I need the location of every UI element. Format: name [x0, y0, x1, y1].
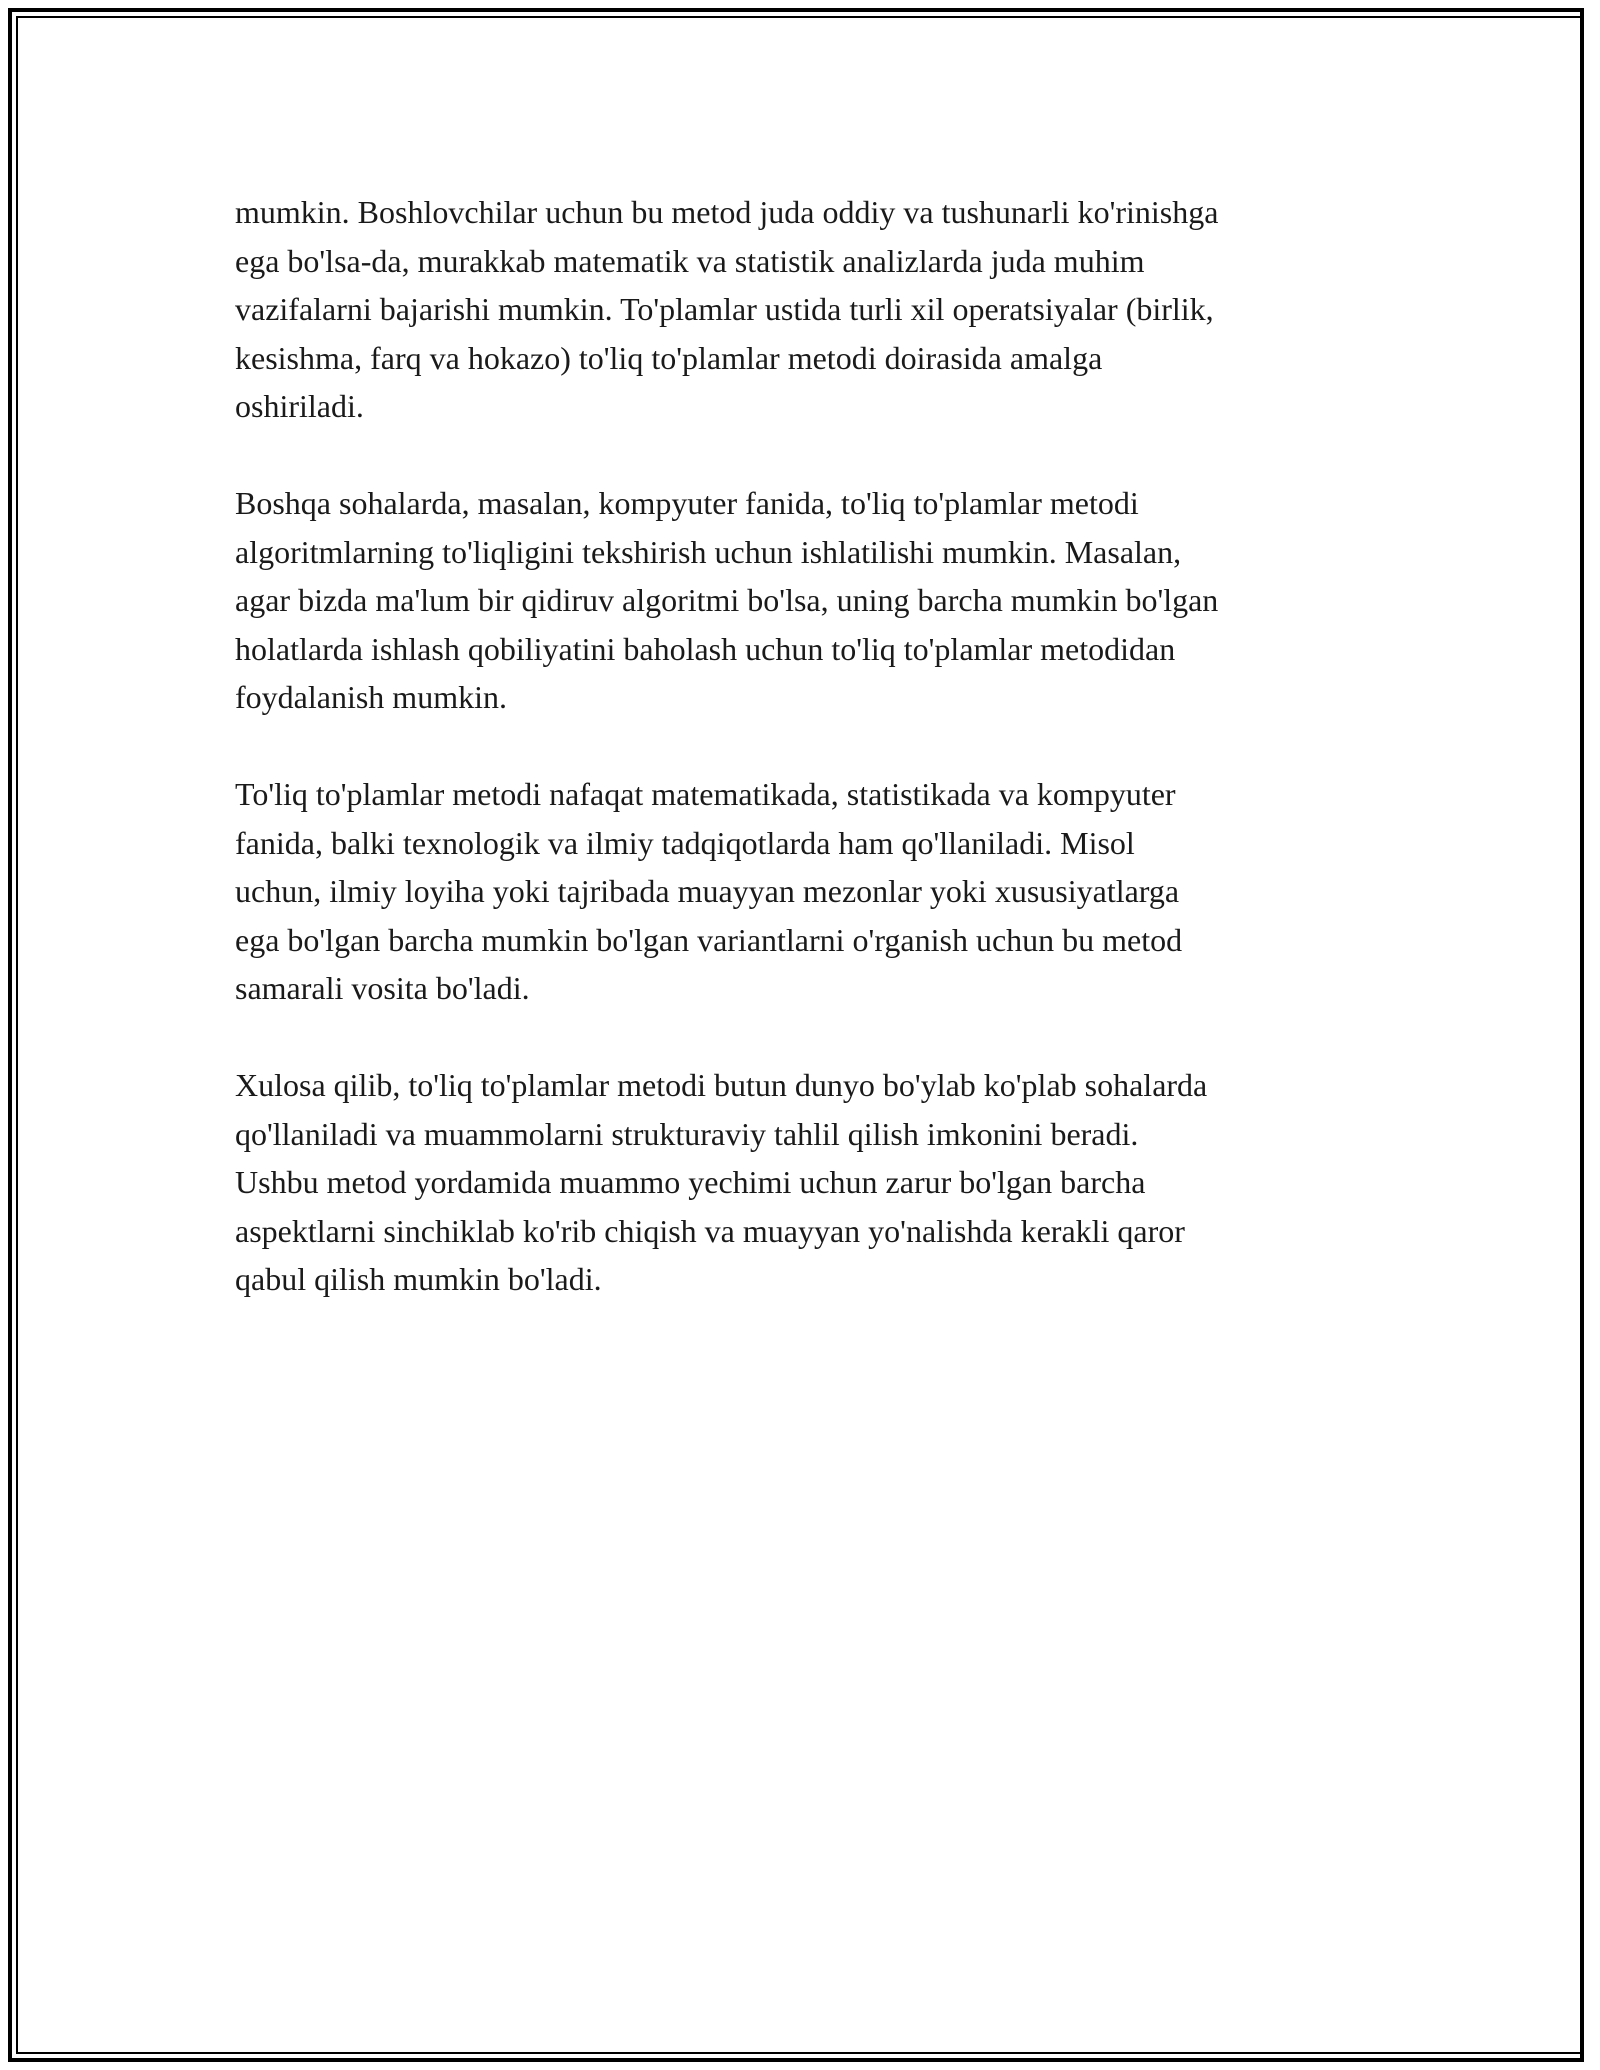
- text-line: Xulosa qilib, to'liq to'plamlar metodi butun dunyo bo'ylab ko'plab sohalarda: [235, 1067, 1208, 1103]
- text-line: agar bizda ma'lum bir qidiruv algoritmi bo'lsa, uning barcha mumkin bo'lgan: [235, 582, 1219, 618]
- text-line: foydalanish mumkin.: [235, 679, 507, 715]
- text-line: algoritmlarning to'liqligini tekshirish uchun ishlatilishi mumkin. Masalan,: [235, 533, 1182, 570]
- text-line: kesishma, farq va hokazo) to'liq to'plamlar metodi doirasida amalga: [235, 339, 1103, 376]
- text-line: qo'llaniladi va muammolarni strukturaviy tahlil qilish imkonini beradi.: [235, 1115, 1139, 1152]
- text-line: qabul qilish mumkin bo'ladi.: [235, 1261, 602, 1297]
- paragraph-2: [235, 479, 1385, 722]
- text-line: ega bo'lgan barcha mumkin bo'lgan variantlarni o'rganish uchun bu metod: [235, 921, 1183, 958]
- text-line: To'liq to'plamlar metodi nafaqat matematikada, statistikada va kompyuter: [235, 776, 1176, 812]
- text-line: vazifalarni bajarishi mumkin. To'plamlar ustida turli xil operatsiyalar (birlik,: [235, 291, 1214, 327]
- text-line: oshiriladi.: [235, 388, 364, 424]
- text-line: Boshqa sohalarda, masalan, kompyuter fanida, to'liq to'plamlar metodi: [235, 485, 1139, 521]
- paragraph-1: [235, 188, 1385, 431]
- document-body: [235, 188, 1385, 1352]
- paragraph-4: [235, 1061, 1385, 1304]
- text-line: fanida, balki texnologik va ilmiy tadqiqotlarda ham qo'llaniladi. Misol: [235, 824, 1135, 861]
- text-line: uchun, ilmiy loyiha yoki tajribada muayyan mezonlar yoki xususiyatlarga: [235, 873, 1180, 909]
- text-line: holatlarda ishlash qobiliyatini baholash uchun to'liq to'plamlar metodidan: [235, 630, 1176, 667]
- text-line: mumkin. Boshlovchilar uchun bu metod juda oddiy va tushunarli ko'rinishga: [235, 194, 1219, 230]
- paragraph-3: [235, 770, 1385, 1013]
- text-line: Ushbu metod yordamida muammo yechimi uchun zarur bo'lgan barcha: [235, 1164, 1146, 1200]
- text-line: ega bo'lsa-da, murakkab matematik va statistik analizlarda juda muhim: [235, 242, 1145, 279]
- text-line: samarali vosita bo'ladi.: [235, 970, 530, 1006]
- text-line: aspektlarni sinchiklab ko'rib chiqish va muayyan yo'nalishda kerakli qaror: [235, 1212, 1185, 1249]
